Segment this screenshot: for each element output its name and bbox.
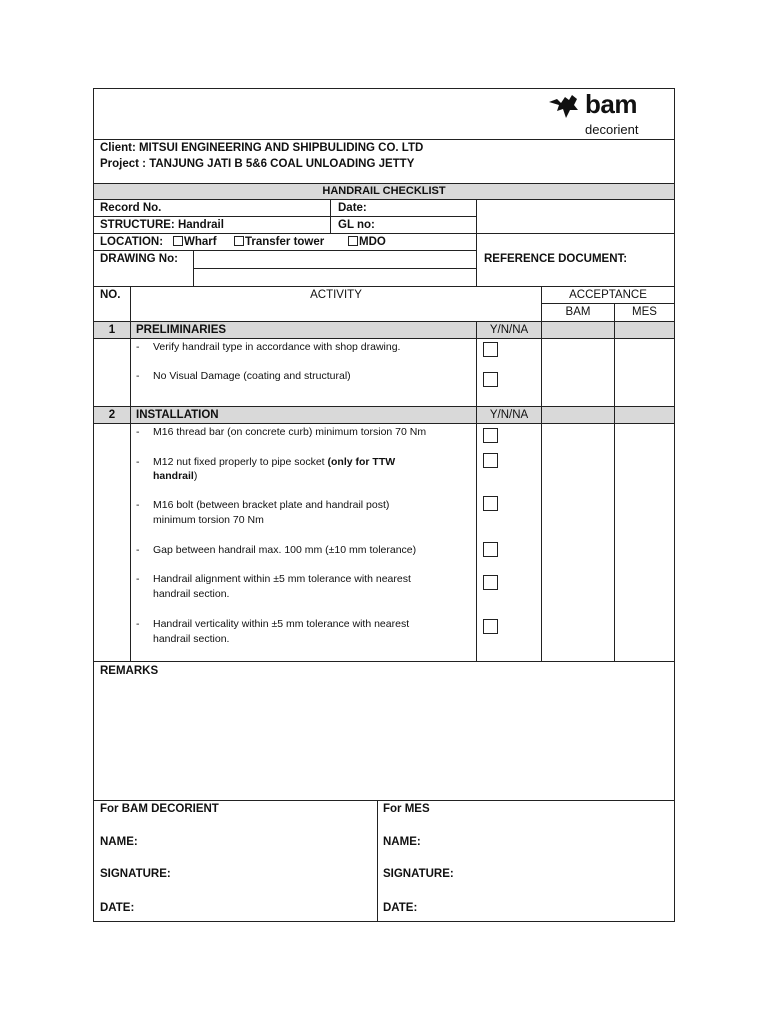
mes-signature-label: SIGNATURE: — [383, 868, 454, 880]
reference-document-label: REFERENCE DOCUMENT: — [484, 253, 628, 265]
hline — [93, 139, 675, 140]
hline — [93, 250, 477, 251]
vline — [193, 250, 194, 287]
section1-yn-label: Y/N/NA — [489, 324, 529, 336]
hline — [93, 406, 675, 407]
gl-no-label: GL no: — [338, 219, 375, 231]
item-checkbox[interactable] — [483, 342, 498, 357]
bam-name-label: NAME: — [100, 836, 138, 848]
structure-label: STRUCTURE: Handrail — [100, 219, 224, 231]
mes-signoff-title: For MES — [383, 803, 430, 815]
logo-sub: decorient — [585, 122, 639, 137]
date-label: Date: — [338, 202, 367, 214]
vline — [476, 199, 477, 287]
vline — [330, 199, 331, 233]
col-acceptance-header: ACCEPTANCE — [569, 289, 647, 301]
mdo-checkbox[interactable] — [348, 236, 358, 246]
section1-title: PRELIMINARIES — [136, 324, 227, 336]
col-no-header: NO. — [100, 289, 121, 301]
hline — [541, 303, 675, 304]
logo-brand: bam — [585, 89, 637, 119]
vline — [377, 800, 378, 922]
border-right — [674, 88, 675, 922]
remarks-area[interactable] — [96, 680, 672, 798]
form-title: HANDRAIL CHECKLIST — [322, 185, 446, 197]
location-option-mdo[interactable]: MDO — [348, 235, 386, 249]
col-mes-header: MES — [632, 306, 657, 318]
mes-name-label: NAME: — [383, 836, 421, 848]
item-checkbox[interactable] — [483, 428, 498, 443]
transfer-tower-checkbox[interactable] — [234, 236, 244, 246]
location-label: LOCATION: — [100, 236, 164, 248]
bam-signoff-title: For BAM DECORIENT — [100, 803, 219, 815]
vline — [614, 303, 615, 662]
border-bottom — [93, 921, 675, 922]
hline — [93, 321, 675, 322]
vline — [476, 321, 477, 662]
hline — [93, 286, 675, 287]
item-checkbox[interactable] — [483, 372, 498, 387]
drawing-no-label: DRAWING No: — [100, 253, 178, 265]
section1-no: 1 — [108, 324, 116, 336]
bam-bird-logo-icon — [548, 93, 590, 121]
item-checkbox[interactable] — [483, 619, 498, 634]
mes-date-label: DATE: — [383, 902, 418, 914]
section2-yn-label: Y/N/NA — [489, 409, 529, 421]
hline — [93, 800, 675, 801]
hline — [93, 216, 477, 217]
border-left — [93, 88, 94, 922]
location-option-transfer-tower[interactable]: Transfer tower — [234, 235, 324, 249]
hline — [93, 423, 675, 424]
item-checkbox[interactable] — [483, 575, 498, 590]
col-activity-header: ACTIVITY — [310, 289, 362, 301]
bam-date-label: DATE: — [100, 902, 135, 914]
vline — [541, 286, 542, 662]
item-checkbox[interactable] — [483, 453, 498, 468]
item-checkbox[interactable] — [483, 496, 498, 511]
wharf-checkbox[interactable] — [173, 236, 183, 246]
project-line: Project : TANJUNG JATI B 5&6 COAL UNLOADING JETTY — [100, 158, 415, 170]
col-bam-header: BAM — [565, 306, 591, 318]
section2-title: INSTALLATION — [136, 409, 219, 421]
item-checkbox[interactable] — [483, 542, 498, 557]
hline — [93, 233, 675, 234]
hline — [93, 338, 675, 339]
record-no-label: Record No. — [100, 202, 162, 214]
vline — [130, 286, 131, 662]
hline — [93, 199, 675, 200]
client-line: Client: MITSUI ENGINEERING AND SHIPBULIDING CO. LTD — [100, 142, 424, 154]
hline — [93, 661, 675, 662]
location-option-wharf[interactable]: Wharf — [173, 235, 217, 249]
hline — [193, 268, 477, 269]
bam-signature-label: SIGNATURE: — [100, 868, 171, 880]
remarks-label: REMARKS — [100, 665, 159, 677]
section2-no: 2 — [108, 409, 116, 421]
